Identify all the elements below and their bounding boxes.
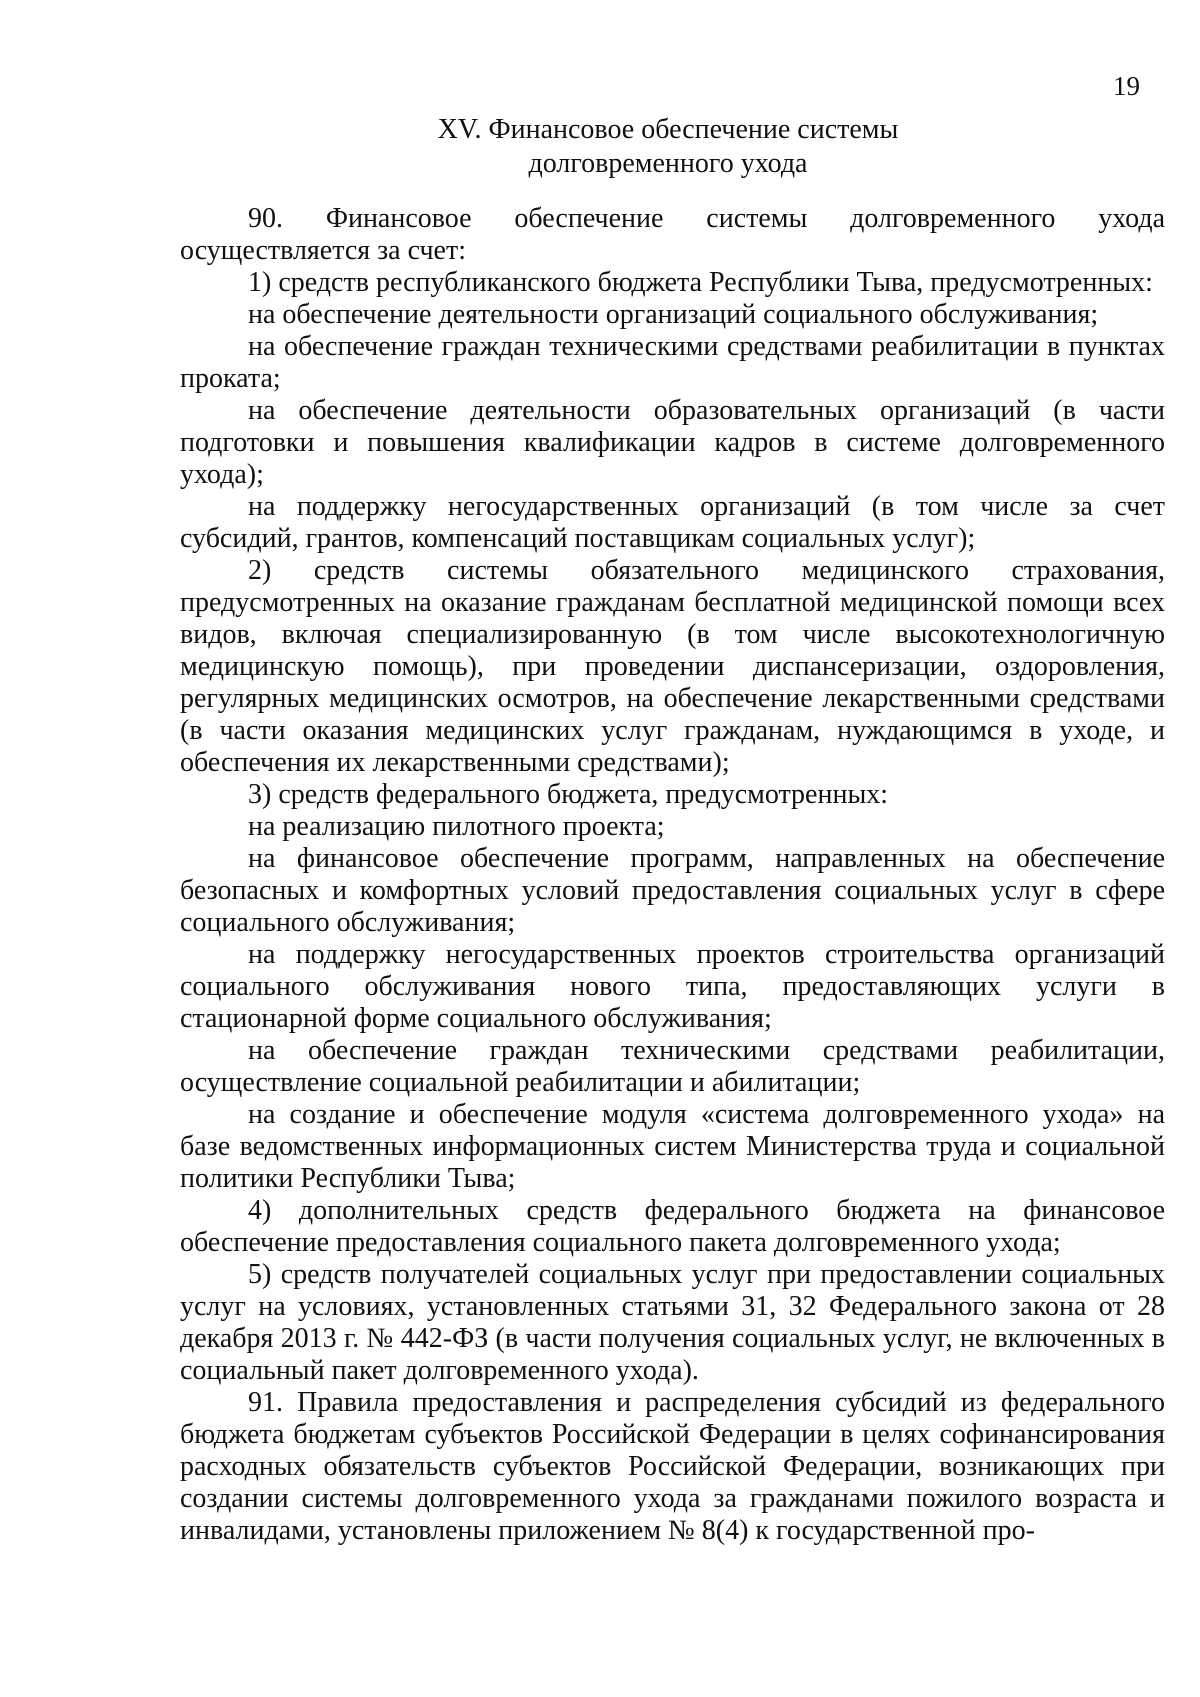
section-heading (120, 113, 1200, 181)
document-body (180, 203, 1165, 1547)
list-item-3: 3) средств федерального бюджета, предусмотренных: (248, 779, 889, 810)
list-item-1: 1) средств республиканского бюджета Республики Тыва, предусмотренных: (248, 267, 1153, 298)
section-title-line-2: долговременного ухода (528, 148, 808, 179)
section-title-line-1: XV. Финансовое обеспечение системы (437, 114, 899, 145)
list-item-5: 5) средств получателей социальных услуг при предоставлении социальных услуг на условиях, установленных статьями 31, 32 Федерального закона от 28 декабря 2013 г. № 442-ФЗ (в части получения социальных услуг, не включенных в социальный пакет долговременного ухода). (180, 1259, 1165, 1386)
sub-item: на поддержку негосударственных проектов строительства организаций социального обслуживания нового типа, предоставляющих услуги в стационарной форме социального обслуживания; (180, 939, 1165, 1034)
sub-item: на обеспечение деятельности организаций социального обслуживания; (248, 299, 1099, 330)
paragraph-90-intro: 90. Финансовое обеспечение системы долговременного ухода осуществляется за счет: (180, 203, 1165, 266)
paragraph-91: 91. Правила предоставления и распределения субсидий из федерального бюджета бюджетам субъектов Российской Федерации в целях софинансирования расходных обязательств субъектов Российской Федерации, возникающих при создании системы долговременного ухода за гражданами пожилого возраста и инвалидами, установлены приложением № 8(4) к государственной про- (180, 1387, 1165, 1546)
page-number: 19 (1113, 71, 1140, 101)
sub-item: на обеспечение граждан техническими средствами реабилитации в пунктах проката; (180, 331, 1165, 394)
sub-item: на реализацию пилотного проекта; (248, 811, 665, 842)
list-item-2: 2) средств системы обязательного медицинского страхования, предусмотренных на оказание гражданам бесплатной медицинской помощи всех видов, включая специализированную (в том числе высокотехнологичную медицинскую помощь), при проведении диспансеризации, оздоровления, регулярных медицинских осмотров, на обеспечение лекарственными средствами (в части оказания медицинских услуг гражданам, нуждающимся в уходе, и обеспечения их лекарственными средствами); (180, 555, 1165, 778)
sub-item: на обеспечение граждан техническими средствами реабилитации, осуществление социальной реабилитации и абилитации; (180, 1035, 1165, 1098)
sub-item: на обеспечение деятельности образовательных организаций (в части подготовки и повышения квалификации кадров в системе долговременного ухода); (180, 395, 1165, 490)
sub-item: на поддержку негосударственных организаций (в том числе за счет субсидий, грантов, компенсаций поставщикам социальных услуг); (180, 491, 1165, 554)
sub-item: на финансовое обеспечение программ, направленных на обеспечение безопасных и комфортных условий предоставления социальных услуг в сфере социального обслуживания; (180, 843, 1165, 938)
list-item-4: 4) дополнительных средств федерального бюджета на финансовое обеспечение предоставления социального пакета долговременного ухода; (180, 1195, 1165, 1258)
sub-item: на создание и обеспечение модуля «система долговременного ухода» на базе ведомственных информационных систем Министерства труда и социальной политики Республики Тыва; (180, 1099, 1165, 1194)
